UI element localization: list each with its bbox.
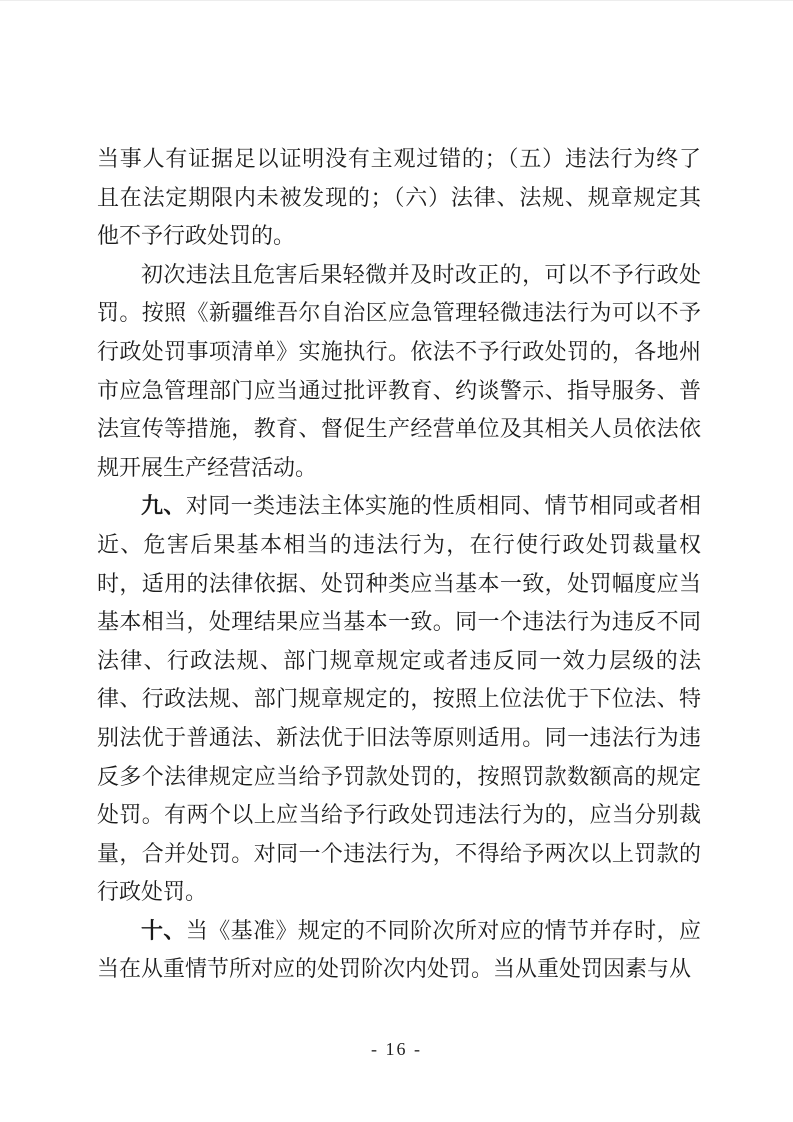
page-number: - 16 - [371, 1039, 422, 1059]
paragraph-p1: 当事人有证据足以证明没有主观过错的；（五）违法行为终了且在法定期限内未被发现的；（六）法律、法规、规章规定其他不予行政处罚的。 [97, 146, 701, 249]
paragraph-p3: 九、对同一类违法主体实施的性质相同、情节相同或者相近、危害后果基本相当的违法行为，在行使行政处罚裁量权时，适用的法律依据、处罚种类应当基本一致，处罚幅度应当基本相当，处理结果应当基本一致。同一个违法行为违反不同法律、行政法规、部门规章规定或者违反同一效力层级的法律、行政法规、部门规章规定的，按照上位法优于下位法、特别法优于普通法、新法优于旧法等原则适用。同一违法行为违反多个法律规定应当给予罚款处罚的，按照罚款数额高的规定处罚。有两个以上应当给予行政处罚违法行为的，应当分别裁量，合并处罚。对同一个违法行为，不得给予两次以上罚款的行政处罚。 [97, 493, 701, 905]
paragraph-p4: 十、当《基准》规定的不同阶次所对应的情节并存时，应当在从重情节所对应的处罚阶次内处罚。当从重处罚因素与从 [97, 917, 701, 982]
paragraph-p2: 初次违法且危害后果轻微并及时改正的，可以不予行政处罚。按照《新疆维吾尔自治区应急管理轻微违法行为可以不予行政处罚事项清单》实施执行。依法不予行政处罚的，各地州市应急管理部门应当通过批评教育、约谈警示、指导服务、普法宣传等措施，教育、督促生产经营单位及其相关人员依法依规开展生产经营活动。 [97, 261, 701, 480]
paragraph-number-label: 十、 [141, 917, 186, 943]
document-body [97, 140, 701, 989]
paragraph-number-label: 九、 [141, 493, 186, 519]
page-footer [0, 1039, 793, 1060]
